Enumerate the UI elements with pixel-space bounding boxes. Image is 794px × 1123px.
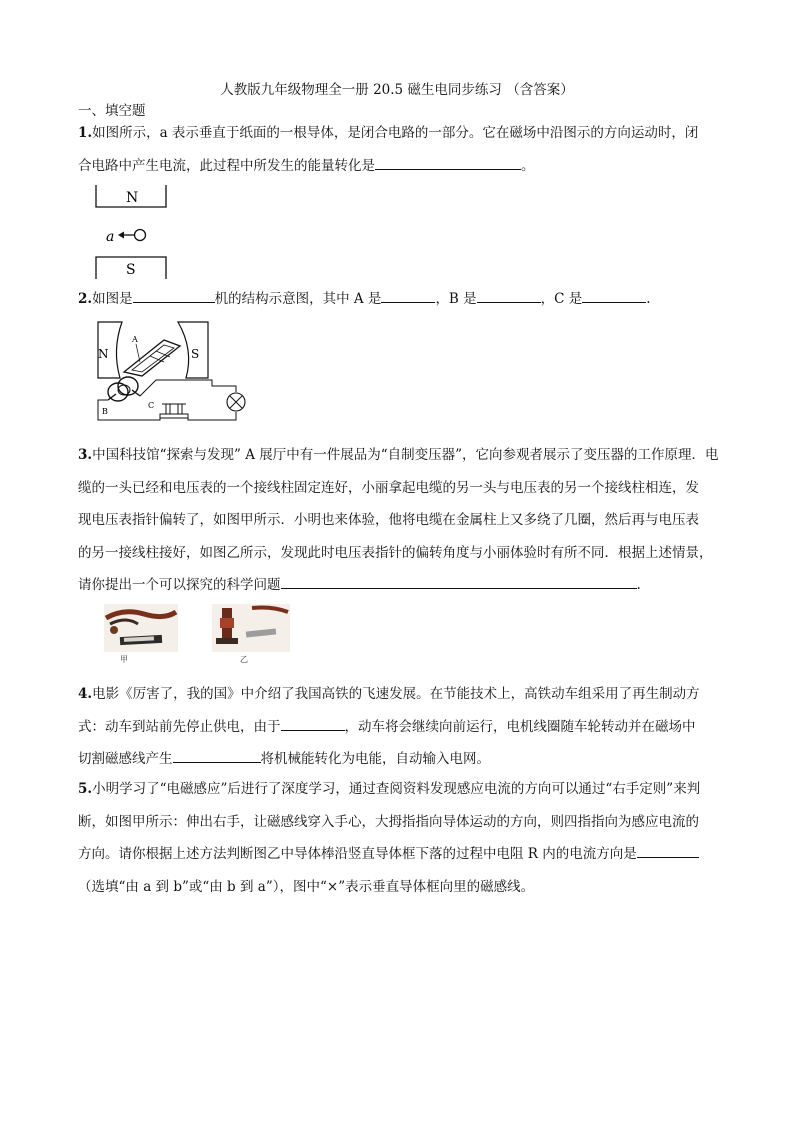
- q3-text-2: 缆的一头已经和电压表的一个接线柱固定连好，小丽拿起电缆的另一头与电压表的另一个接线柱相连，发: [78, 479, 699, 496]
- q4-number: 4.: [78, 686, 93, 702]
- q4-line3: [78, 743, 738, 776]
- a-pointer: [136, 344, 140, 362]
- q1-line1: [78, 117, 738, 150]
- a-label: A: [132, 335, 138, 344]
- q5-number: 5.: [78, 781, 93, 797]
- conductor-label: a: [106, 229, 115, 245]
- circuit-wire-3: [188, 412, 236, 420]
- n-label: N: [98, 347, 109, 361]
- motion-arrow-head: [118, 232, 124, 239]
- q2-blank-a[interactable]: [381, 288, 435, 303]
- armature-coil: [124, 340, 180, 376]
- q5-text-1: 小明学习了“电磁感应”后进行了深度学习，通过查阅资料发现感应电流的方向可以通过“右手定则”来判: [92, 781, 701, 797]
- circuit-wire-1: [140, 380, 236, 396]
- south-pole-label: S: [126, 262, 136, 278]
- conductor-circle: [135, 230, 146, 241]
- question-5: [78, 773, 738, 903]
- question-1: [78, 117, 738, 182]
- q3-photo-jia: [104, 604, 178, 664]
- q3-line1: [78, 439, 738, 472]
- q3-text-4: 的另一接线柱接好，如图乙所示，发现此时电压表指针的偏转角度与小丽体验时有所不同．根据上述情景，: [78, 544, 713, 561]
- q3-answer-blank[interactable]: [281, 574, 637, 589]
- q1-line2: [78, 150, 738, 183]
- q5-text-2: 断，如图甲所示：伸出右手，让磁感线穿入手心，大拇指指向导体运动的方向，则四指指向为感应电流的: [78, 813, 699, 830]
- stand-post-1: [166, 404, 170, 414]
- photo-yi-base: [216, 638, 238, 644]
- q5-line1: [78, 773, 738, 806]
- q5-text-4: （选填“由 a 到 b”或“由 b 到 a”），图中“×”表示垂直导体框向里的磁感线。: [78, 878, 535, 895]
- q2-text-2: 机的结构示意图，其中 A 是: [214, 291, 382, 307]
- question-4: [78, 678, 738, 776]
- q4-text-3: ，动车将会继续向前运行，电机线圈随车轮转动并在磁场中: [344, 718, 696, 735]
- q1-text-2: 合电路中产生电流，此过程中所发生的能量转化是: [78, 157, 375, 174]
- q4-line2: [78, 711, 738, 744]
- question-2: [78, 283, 738, 316]
- section-heading: 一、填空题: [78, 103, 146, 119]
- stand-post-2: [178, 404, 182, 414]
- photo-yi-coil: [220, 618, 234, 628]
- q5-line3: [78, 838, 738, 871]
- q5-text-3: 方向。请你根据上述方法判断图乙中导体棒沿竖直导体框下落的过程中电阻 R 内的电流方向是: [78, 846, 637, 862]
- q4-blank-2[interactable]: [173, 748, 261, 763]
- document-title: 人教版九年级物理全一册 20.5 磁生电同步练习 （含答案）: [220, 82, 574, 98]
- q1-text-end: 。: [521, 157, 535, 174]
- q2-generator-figure: [94, 320, 250, 428]
- q4-blank-1[interactable]: [281, 716, 345, 731]
- q3-text-end: .: [636, 577, 641, 593]
- q3-text-5: 请你提出一个可以探究的科学问题: [78, 577, 281, 593]
- s-label: S: [191, 347, 200, 361]
- q3-text-1: 中国科技馆“探索与发现” A 展厅中有一件展品为“自制变压器”，它向参观者展示了变压器的工作原理．电: [92, 447, 719, 463]
- q2-text-5: .: [646, 291, 651, 307]
- q2-blank-b[interactable]: [477, 288, 541, 303]
- q5-answer-blank[interactable]: [637, 843, 699, 858]
- q2-text-1: 如图是: [92, 291, 133, 307]
- q3-photo-yi: [212, 604, 290, 664]
- question-3: [78, 439, 738, 602]
- q2-text-3: ，B 是: [435, 291, 477, 307]
- q4-text-5: 将机械能转化为电能，自动输入电网。: [260, 751, 490, 767]
- q1-answer-blank[interactable]: [375, 155, 521, 170]
- q2-text-4: ，C 是: [540, 291, 583, 307]
- q4-text-1: 电影《厉害了，我的国》中介绍了我国高铁的飞速发展。在节能技术上，高铁动车组采用了再生制动方: [92, 686, 700, 702]
- q4-line1: [78, 678, 738, 711]
- q3-line5: [78, 569, 738, 602]
- q1-text-1: 如图所示，a 表示垂直于纸面的一根导体，是闭合电路的一部分。它在磁场中沿图示的方向运动时，闭: [92, 125, 699, 141]
- q2-number: 2.: [78, 291, 93, 307]
- photo-yi-caption: 乙: [240, 655, 248, 664]
- north-pole-label: N: [126, 190, 139, 206]
- b-label: B: [102, 407, 108, 416]
- q4-text-2: 式：动车到站前先停止供电，由于: [78, 718, 281, 735]
- q2-line1: [78, 283, 738, 316]
- q2-blank-machine[interactable]: [133, 288, 215, 303]
- photo-jia-caption: 甲: [120, 655, 128, 664]
- q1-number: 1.: [78, 125, 93, 141]
- photo-jia-knob: [110, 626, 118, 634]
- c-label: C: [148, 401, 155, 410]
- q3-number: 3.: [78, 447, 93, 463]
- q4-text-4: 切割磁感线产生: [78, 751, 173, 767]
- q2-blank-c[interactable]: [582, 288, 646, 303]
- q3-text-3: 现电压表指针偏转了，如图甲所示．小明也来体验，他将电缆在金属柱上又多绕了几圈，然后再与电压表: [78, 512, 699, 528]
- stand-base: [160, 414, 188, 418]
- q1-magnet-figure: [90, 183, 180, 283]
